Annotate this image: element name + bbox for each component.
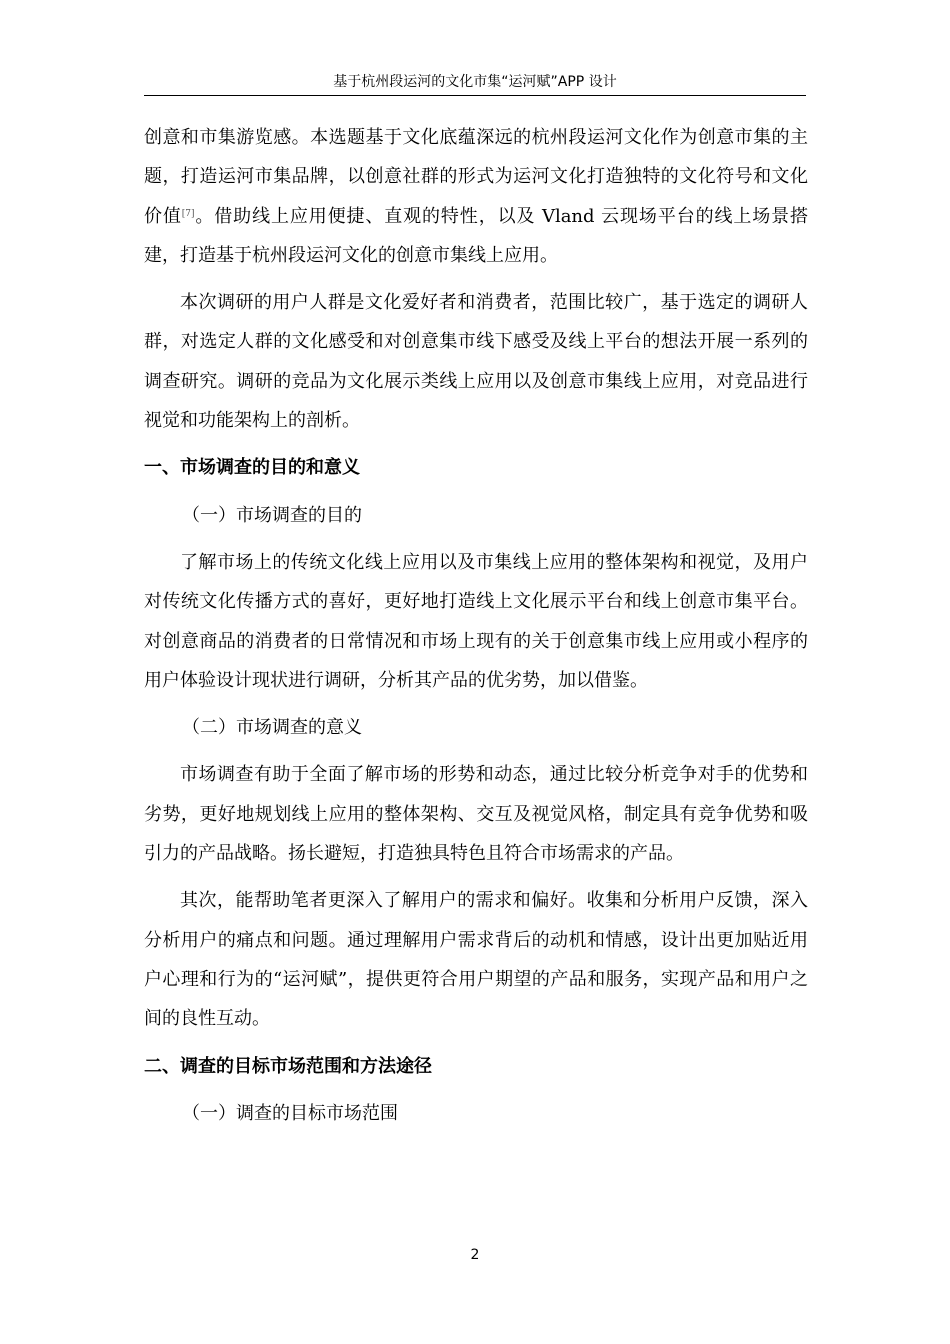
subsection-heading-purpose: （一）市场调查的目的 (182, 504, 362, 526)
paragraph-research-scope: 本次调研的用户人群是文化爱好者和消费者，范围比较广，基于选定的调研人群，对选定人群的文化感受和对创意集市线下感受及线上平台的想法开展一系列的调查研究。调研的竞品为文化展示类线上应用以及创意市集线上应用，对竞品进行视觉和功能架构上的剖析。 (144, 292, 808, 432)
subsection-heading-market-scope: （一）调查的目标市场范围 (182, 1102, 398, 1124)
page-header-title: 基于杭州段运河的文化市集“运河赋”APP 设计 (333, 74, 617, 90)
paragraph-meaning: 市场调查有助于全面了解市场的形势和动态，通过比较分析竞争对手的优势和劣势，更好地规划线上应用的整体架构、交互及视觉风格，制定具有竞争优势和吸引力的产品战略。扬长避短，打造独具特色且符合市场需求的产品。 (144, 764, 808, 865)
citation-ref[interactable]: [7] (181, 208, 195, 219)
section-heading-purpose-meaning: 一、市场调查的目的和意义 (144, 457, 360, 479)
document-body (144, 118, 808, 1133)
subsection-heading-meaning: （二）市场调查的意义 (182, 717, 362, 739)
paragraph-user-needs: 其次，能帮助笔者更深入了解用户的需求和偏好。收集和分析用户反馈，深入分析用户的痛点和问题。通过理解用户需求背后的动机和情感，设计出更加贴近用户心理和行为的“运河赋”，提供更符合用户期望的产品和服务，实现产品和用户之间的良性互动。 (144, 890, 808, 1030)
paragraph-text: 。借助线上应用便捷、直观的特性，以及 Vland 云现场平台的线上场景搭建，打造基于杭州段运河文化的创意市集线上应用。 (144, 205, 809, 266)
paragraph-text: 创意和市集游览感。本选题基于文化底蕴深远的杭州段运河文化作为创意市集的主题，打造运河市集品牌，以创意社群的形式为运河文化打造独特的文化符号和文化价值 (144, 127, 808, 227)
paragraph-intro-continued (144, 118, 808, 275)
header-divider (144, 95, 806, 96)
paragraph-purpose: 了解市场上的传统文化线上应用以及市集线上应用的整体架构和视觉，及用户对传统文化传播方式的喜好，更好地打造线上文化展示平台和线上创意市集平台。对创意商品的消费者的日常情况和市场上现有的关于创意集市线上应用或小程序的用户体验设计现状进行调研，分析其产品的优劣势，加以借鉴。 (144, 551, 808, 691)
section-heading-target-market: 二、调查的目标市场范围和方法途径 (144, 1055, 432, 1077)
page-number: 2 (470, 1247, 480, 1263)
